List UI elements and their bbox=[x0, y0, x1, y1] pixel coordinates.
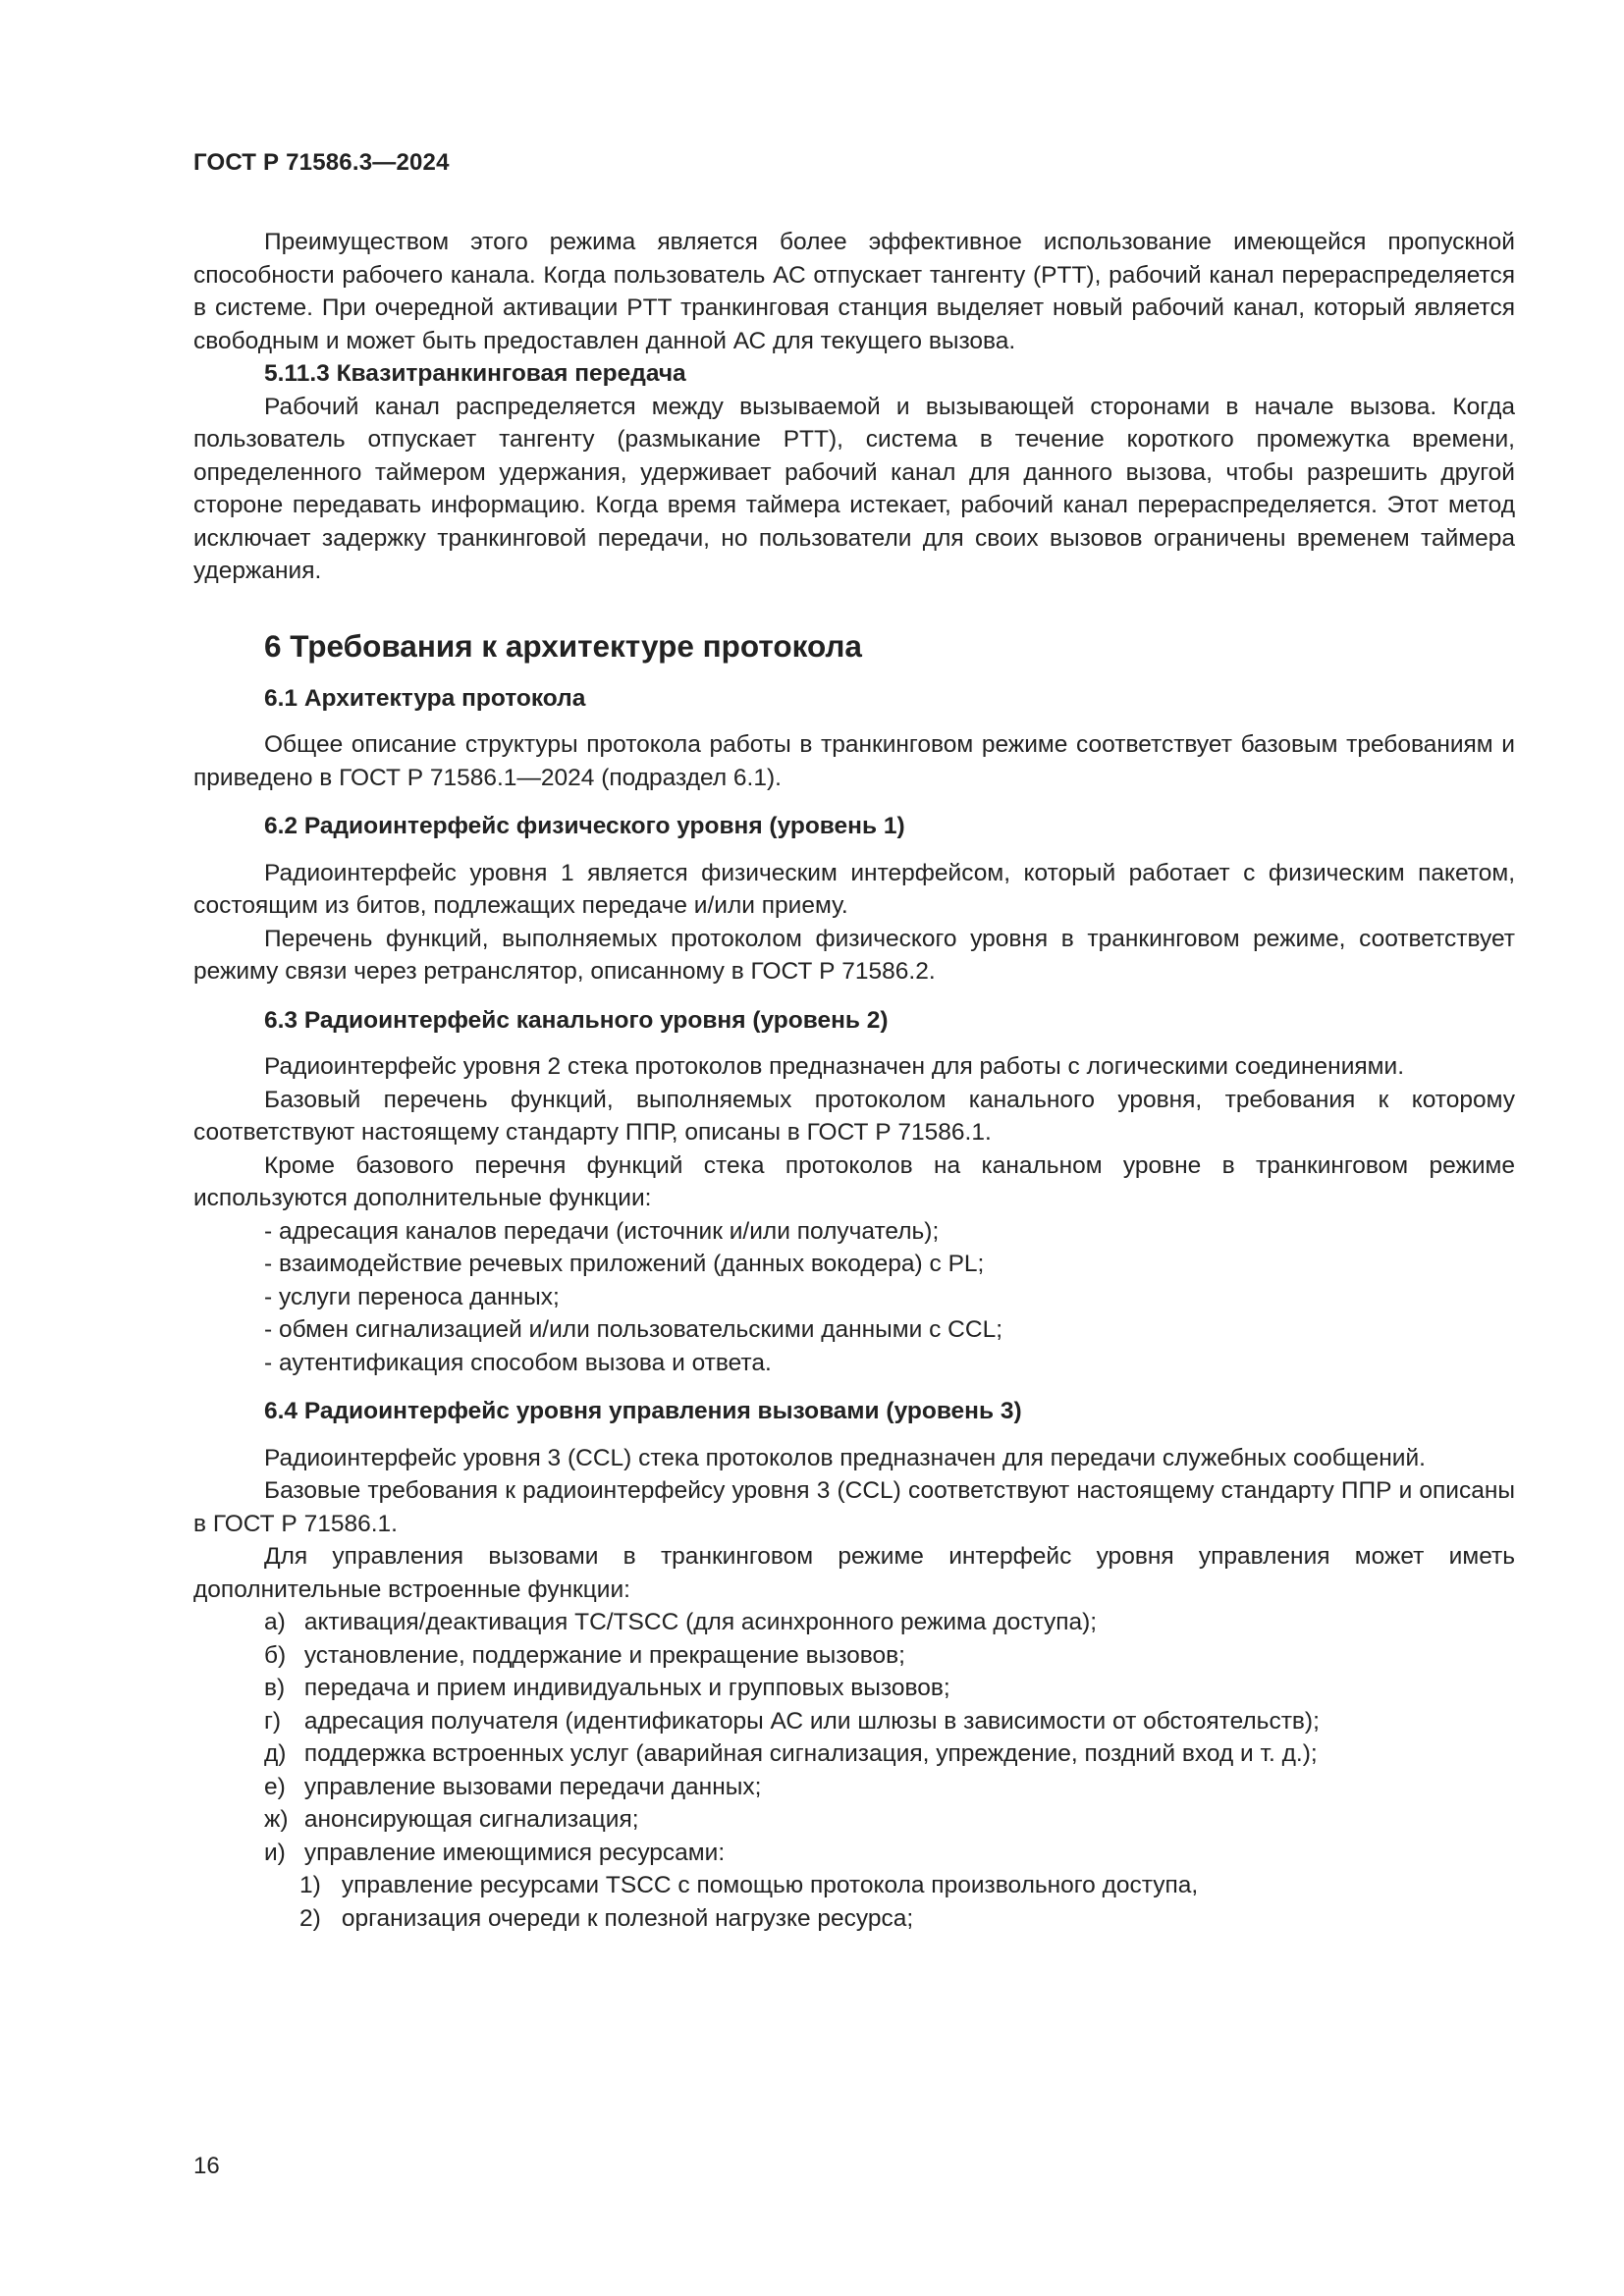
list-item: - адресация каналов передачи (источник и/или получатель); bbox=[264, 1215, 1515, 1249]
section-6-title: 6 Требования к архитектуре протокола bbox=[264, 627, 862, 664]
intro-paragraph: Преимуществом этого режима является более эффективное использование имеющейся пропускной способности рабочего канала. Когда пользователь АС отпускает тангенту (PTT), рабочий канал перераспределяется в системе. При очередной активации PTT транкинговая станция выделяет новый рабочий канал, который является свободным и может быть предоставлен данной АС для текущего вызова. bbox=[193, 229, 1515, 354]
section-6-3-paragraph: Кроме базового перечня функций стека протоколов на канальном уровне в транкинговом режиме используются дополнительные функции: bbox=[193, 1151, 1515, 1211]
list-marker: а) bbox=[264, 1609, 286, 1635]
section-6-3-list bbox=[193, 1215, 1515, 1380]
list-item bbox=[299, 1902, 1515, 1936]
list-item-text: организация очереди к полезной нагрузке ресурса; bbox=[341, 1904, 914, 1932]
section-6-4-paragraph: Радиоинтерфейс уровня 3 (CCL) стека протоколов предназначен для передачи служебных сообщений. bbox=[264, 1444, 1426, 1471]
section-6-1-paragraph: Общее описание структуры протокола работы в транкинговом режиме соответствует базовым требованиям и приведено в ГОСТ Р 71586.1—2024 (подраздел 6.1). bbox=[193, 731, 1515, 791]
list-item bbox=[264, 1639, 1515, 1673]
list-item bbox=[264, 1803, 1515, 1837]
list-item-text: адресация получателя (идентификаторы АС или шлюзы в зависимости от обстоятельств); bbox=[303, 1707, 1320, 1735]
list-marker: в) bbox=[264, 1675, 286, 1701]
section-6-1-title: 6.1 Архитектура протокола bbox=[264, 684, 586, 712]
section-6-4-sublist bbox=[264, 1869, 1515, 1935]
list-marker: ж) bbox=[264, 1806, 289, 1833]
section-5-11-3-paragraph: Рабочий канал распределяется между вызываемой и вызывающей сторонами в начале вызова. Когда пользователь отпускает тангенту (размыкание PTT), система в течение короткого промежутка времени, определенного таймером удержания, удерживает рабочий канал для данного вызова, чтобы разрешить другой стороне передавать информацию. Когда время таймера истекает, рабочий канал перераспределяется. Этот метод исключает задержку транкинговой передачи, но пользователи для своих вызовов ограничены временем таймера удержания. bbox=[193, 393, 1515, 584]
list-item-text: управление вызовами передачи данных; bbox=[303, 1773, 762, 1800]
list-item bbox=[264, 1606, 1515, 1639]
document-body bbox=[193, 226, 1515, 1935]
section-5-11-3-title: 5.11.3 Квазитранкинговая передача bbox=[264, 360, 686, 387]
section-6-2-paragraph: Радиоинтерфейс уровня 1 является физическим интерфейсом, который работает с физическим пакетом, состоящим из битов, подлежащих передаче и/или приему. bbox=[193, 859, 1515, 919]
list-item bbox=[264, 1672, 1515, 1705]
section-6-4-list bbox=[193, 1606, 1515, 1935]
list-item: - обмен сигнализацией и/или пользовательскими данными с CCL; bbox=[264, 1313, 1515, 1347]
list-item-text: установление, поддержание и прекращение вызовов; bbox=[303, 1641, 905, 1669]
list-marker: д) bbox=[264, 1740, 287, 1767]
section-6-4-title: 6.4 Радиоинтерфейс уровня управления вызовами (уровень 3) bbox=[264, 1398, 1022, 1424]
list-marker: 2) bbox=[299, 1904, 321, 1932]
section-6-3-title: 6.3 Радиоинтерфейс канального уровня (уровень 2) bbox=[264, 1006, 889, 1034]
section-6-3-paragraph: Базовый перечень функций, выполняемых протоколом канального уровня, требования к которому соответствуют настоящему стандарту ППР, описаны в ГОСТ Р 71586.1. bbox=[193, 1086, 1515, 1146]
section-6-3-paragraph: Радиоинтерфейс уровня 2 стека протоколов предназначен для работы с логическими соединениями. bbox=[264, 1053, 1404, 1080]
section-6-2-paragraph: Перечень функций, выполняемых протоколом физического уровня в транкинговом режиме, соответствует режиму связи через ретранслятор, описанному в ГОСТ Р 71586.2. bbox=[193, 925, 1515, 985]
list-marker: 1) bbox=[299, 1872, 321, 1898]
list-marker: г) bbox=[264, 1707, 282, 1735]
list-item: - аутентификация способом вызова и ответа. bbox=[264, 1347, 1515, 1380]
list-item bbox=[264, 1837, 1515, 1936]
page-number: 16 bbox=[193, 2153, 220, 2179]
section-6-4-paragraph: Базовые требования к радиоинтерфейсу уровня 3 (CCL) соответствуют настоящему стандарту ППР и описаны в ГОСТ Р 71586.1. bbox=[193, 1477, 1515, 1537]
document-header: ГОСТ Р 71586.3—2024 bbox=[193, 149, 450, 176]
section-6-2-title: 6.2 Радиоинтерфейс физического уровня (уровень 1) bbox=[264, 813, 905, 839]
list-item: - взаимодействие речевых приложений (данных вокодера) с PL; bbox=[264, 1248, 1515, 1281]
list-item bbox=[264, 1771, 1515, 1804]
list-item bbox=[299, 1869, 1515, 1902]
list-item-text: активация/деактивация TC/TSCC (для асинхронного режима доступа); bbox=[303, 1609, 1098, 1635]
list-item-text: поддержка встроенных услуг (аварийная сигнализация, упреждение, поздний вход и т. д.); bbox=[303, 1740, 1318, 1767]
list-item-text: анонсирующая сигнализация; bbox=[303, 1806, 639, 1833]
list-item bbox=[264, 1705, 1515, 1738]
list-item-text: передача и прием индивидуальных и групповых вызовов; bbox=[303, 1675, 950, 1701]
list-marker: б) bbox=[264, 1641, 287, 1669]
list-item-text: управление ресурсами TSCC с помощью протокола произвольного доступа, bbox=[341, 1872, 1199, 1898]
list-marker: и) bbox=[264, 1839, 286, 1866]
list-item bbox=[264, 1737, 1515, 1771]
list-marker: е) bbox=[264, 1773, 286, 1800]
list-item: - услуги переноса данных; bbox=[264, 1281, 1515, 1314]
section-6-4-paragraph: Для управления вызовами в транкинговом режиме интерфейс уровня управления может иметь дополнительные встроенные функции: bbox=[193, 1543, 1515, 1603]
list-item-text: управление имеющимися ресурсами: bbox=[303, 1839, 726, 1866]
